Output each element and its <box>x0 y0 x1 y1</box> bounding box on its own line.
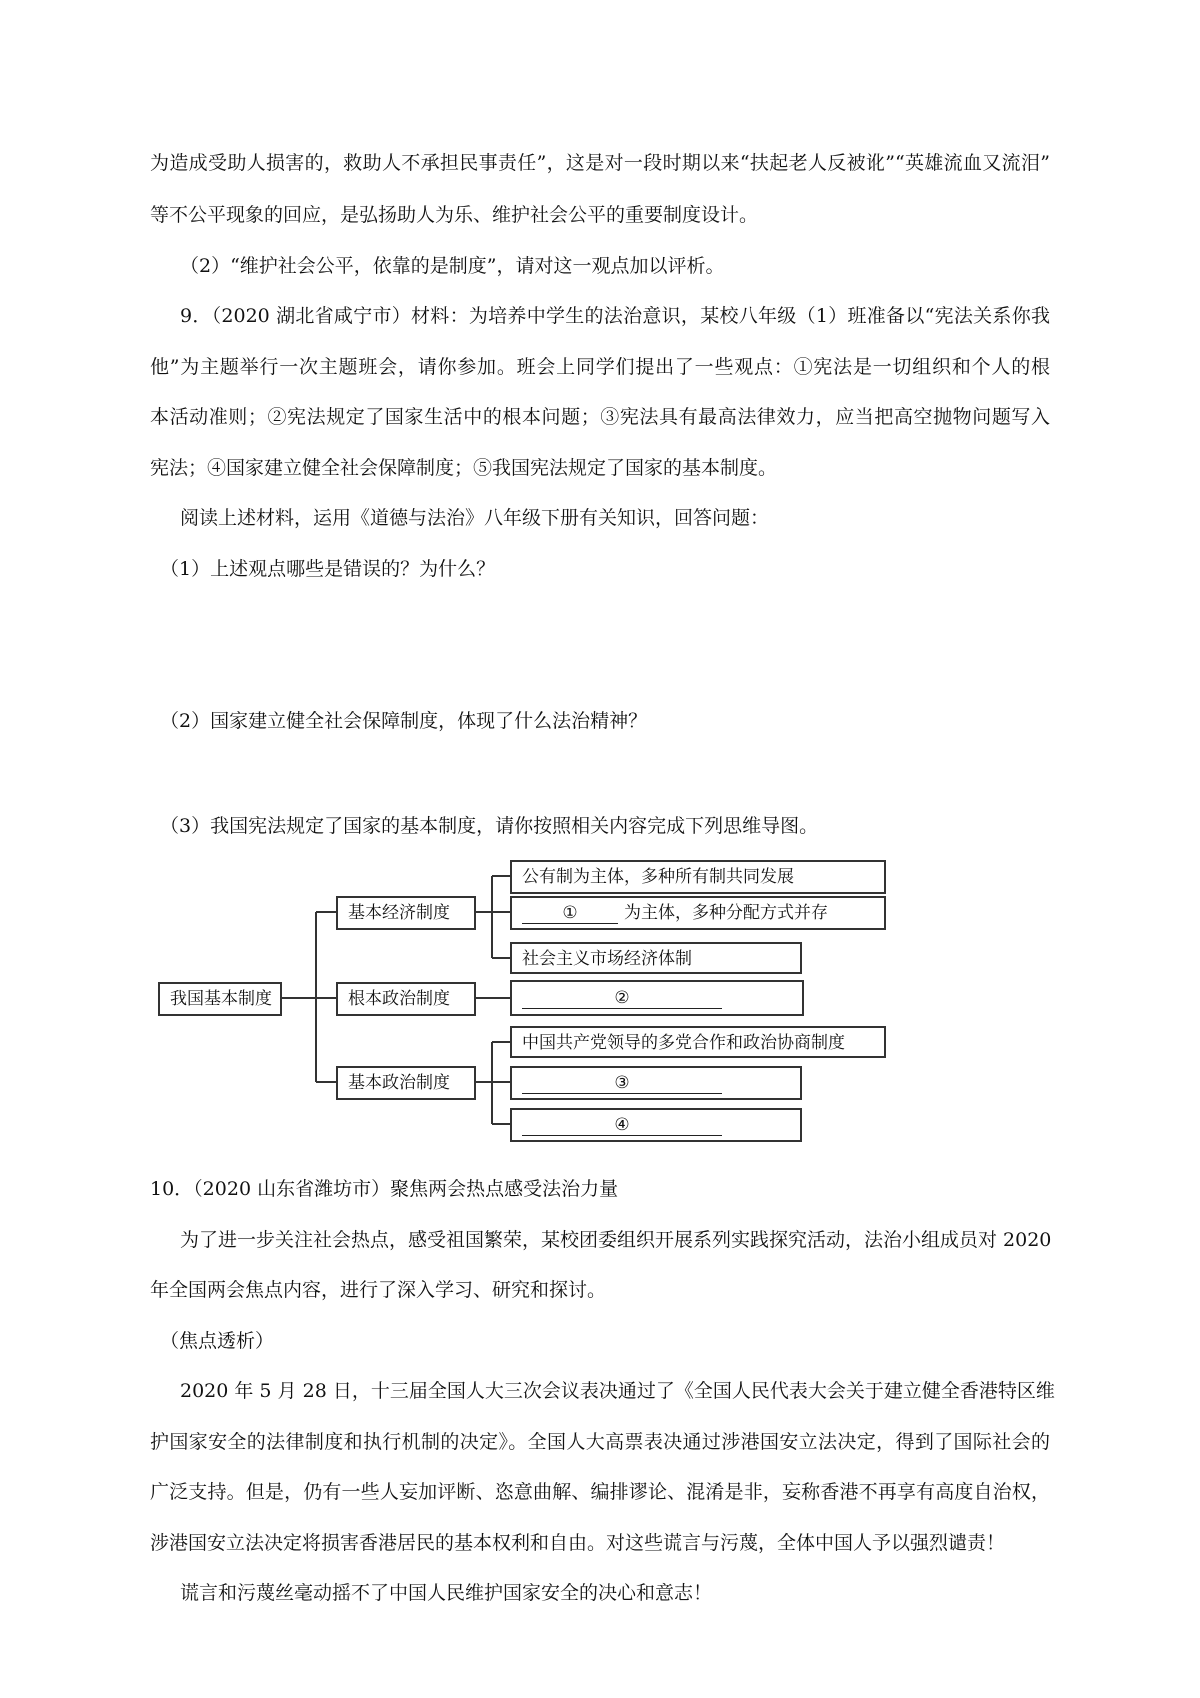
question-9-1: （1）上述观点哪些是错误的？为什么？ <box>160 558 496 580</box>
blank-3: ③ <box>522 1073 722 1094</box>
blank-2: ② <box>522 988 722 1009</box>
reading-instruction: 阅读上述材料，运用《道德与法治》八年级下册有关知识，回答问题： <box>180 507 770 529</box>
paragraph-line: 等不公平现象的回应，是弘扬助人为乐、维护社会公平的重要制度设计。 <box>150 204 759 226</box>
economic-item-distribution <box>510 896 886 930</box>
paragraph-line: 涉港国安立法决定将损害香港居民的基本权利和自由。对这些谎言与污蔑，全体中国人予以强烈谴责！ <box>150 1532 1006 1554</box>
paragraph-line: 为造成受助人损害的，救助人不承担民事责任”，这是对一段时期以来“扶起老人反被讹”“英雄流血又流泪” <box>150 152 1050 174</box>
basic-political-item-cpc: 中国共产党领导的多党合作和政治协商制度 <box>510 1026 886 1058</box>
paragraph-line: 2020 年 5 月 28 日，十三届全国人大三次会议表决通过了《全国人民代表大会关于建立健全香港特区维 <box>180 1380 1055 1402</box>
mind-map-root: 我国基本制度 <box>158 982 282 1016</box>
question-9-2: （2）国家建立健全社会保障制度，体现了什么法治精神？ <box>160 710 648 732</box>
blank-4: ④ <box>522 1115 722 1136</box>
branch-economic-system: 基本经济制度 <box>336 896 476 930</box>
question-8-2: （2）“维护社会公平，依靠的是制度”，请对这一观点加以评析。 <box>180 255 725 277</box>
paragraph-line: 年全国两会焦点内容，进行了深入学习、研究和探讨。 <box>150 1279 607 1301</box>
paragraph-line: 为了进一步关注社会热点，感受祖国繁荣，某校团委组织开展系列实践探究活动，法治小组成员对 2020 <box>180 1229 1052 1251</box>
question-9-3: （3）我国宪法规定了国家的基本制度，请你按照相关内容完成下列思维导图。 <box>160 815 819 837</box>
branch-basic-political-system: 基本政治制度 <box>336 1066 476 1100</box>
economic-item-ownership: 公有制为主体，多种所有制共同发展 <box>510 860 886 894</box>
paragraph-line: 宪法；④国家建立健全社会保障制度；⑤我国宪法规定了国家的基本制度。 <box>150 457 778 479</box>
economic-item-market: 社会主义市场经济体制 <box>510 942 802 974</box>
branch-fundamental-political-system: 根本政治制度 <box>336 982 476 1016</box>
paragraph-line: 他”为主题举行一次主题班会，请你参加。班会上同学们提出了一些观点：①宪法是一切组织和个人的根 <box>150 356 1050 378</box>
paragraph-line: 本活动准则；②宪法规定了国家生活中的根本问题；③宪法具有最高法律效力，应当把高空抛物问题写入 <box>150 406 1050 428</box>
paragraph-line: 广泛支持。但是，仍有一些人妄加评断、恣意曲解、编排谬论、混淆是非，妄称香港不再享有高度自治权， <box>150 1481 1050 1503</box>
blank-1: ① <box>522 903 618 924</box>
political-blank-box-4 <box>510 1108 802 1142</box>
focus-heading: （焦点透析） <box>160 1330 275 1352</box>
paragraph-line: 护国家安全的法律制度和执行机制的决定》。全国人大高票表决通过涉港国安立法决定，得到了国际社会的 <box>150 1431 1050 1453</box>
paragraph-line: 谎言和污蔑丝毫动摇不了中国人民维护国家安全的决心和意志！ <box>180 1582 713 1604</box>
political-blank-box-3 <box>510 1066 802 1100</box>
distribution-text: 为主体，多种分配方式并存 <box>624 903 828 923</box>
question-10-heading: 10．（2020 山东省潍坊市）聚焦两会热点感受法治力量 <box>150 1178 619 1200</box>
question-9-heading: 9．（2020 湖北省咸宁市）材料：为培养中学生的法治意识，某校八年级（1）班准备以“宪法关系你我 <box>180 305 1050 327</box>
political-blank-box-2 <box>510 980 804 1016</box>
mind-map <box>150 856 890 1158</box>
